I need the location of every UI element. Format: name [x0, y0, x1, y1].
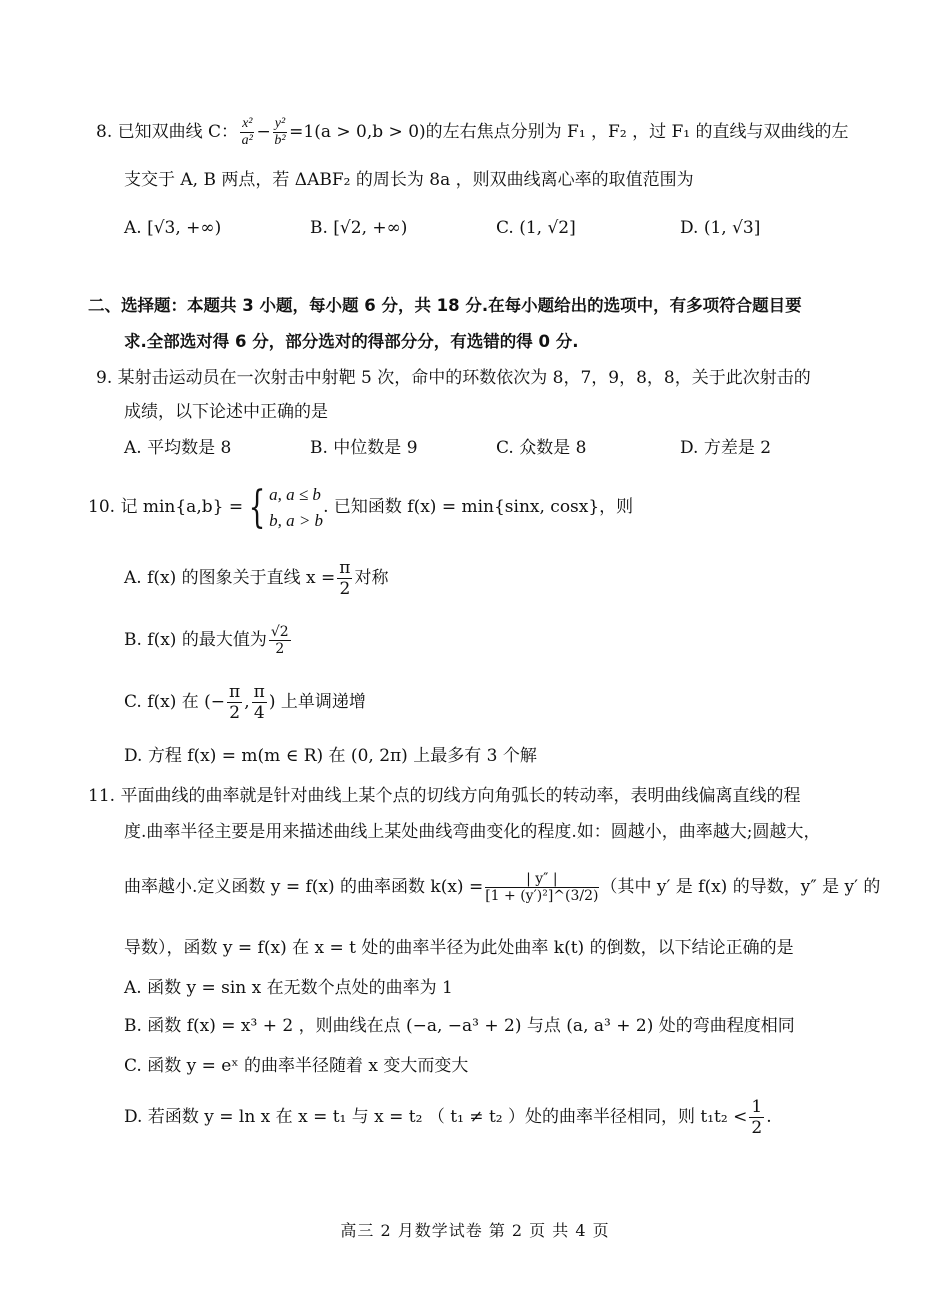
- q9-option-a: A. 平均数是 8: [124, 438, 232, 458]
- q11-option-d: [124, 1094, 772, 1140]
- q9-line1: [96, 366, 811, 390]
- section2-line1: 二、选择题：本题共 3 小题，每小题 6 分，共 18 分.在每小题给出的选项中，有多项符合题目要: [88, 296, 802, 315]
- q10-opt-c-frac1: [227, 682, 242, 723]
- q10-opt-c-num1: π: [229, 682, 241, 702]
- q9-number: 9.: [96, 368, 113, 388]
- q10-suffix: . 已知函数 f(x) = min{sinx, cosx}，则: [323, 497, 634, 517]
- q10-opt-c-num2: π: [253, 682, 265, 702]
- q11-curvature-den: [1 + (y′)²]^(3/2): [485, 888, 599, 904]
- q8-eq-rest: =1(a > 0,b > 0): [289, 122, 426, 142]
- q10-opt-c-post: ) 上单调递增: [268, 692, 366, 712]
- q10-cases: [269, 482, 323, 534]
- q11-text1: 平面曲线的曲率就是针对曲线上某个点的切线方向角弧长的转动率，表明曲线偏离直线的程: [120, 786, 801, 806]
- q10-opt-a-frac: [337, 558, 352, 599]
- q9-option-b: B. 中位数是 9: [310, 438, 418, 458]
- q8-line1-suffix: 的左右焦点分别为 F₁ ，F₂ ，过 F₁ 的直线与双曲线的左: [425, 122, 849, 142]
- q11-opt-d-post: .: [766, 1107, 772, 1127]
- q11-opt-d-pre: D. 若函数 y = ln x 在 x = t₁ 与 x = t₂ （ t₁ ≠ t₂ ）处的曲率半径相同，则 t₁t₂ <: [124, 1107, 748, 1127]
- q11-curvature-frac: [485, 871, 598, 904]
- q10-opt-c-mid: ,: [244, 692, 250, 712]
- q11-opt-d-frac: [749, 1097, 764, 1138]
- q10-opt-b-den: 2: [275, 641, 285, 657]
- q8-option-d: D. (1, √3]: [680, 218, 761, 238]
- q11-line4: 导数），函数 y = f(x) 在 x = t 处的曲率半径为此处曲率 k(t) 的倒数，以下结论正确的是: [124, 938, 794, 958]
- q11-opt-d-den: 2: [751, 1118, 763, 1138]
- q10-option-b: [124, 618, 293, 662]
- q8-frac-x: [240, 116, 254, 149]
- q11-line3-pre: 曲率越小.定义函数 y = f(x) 的曲率函数 k(x) =: [124, 877, 484, 897]
- q10-case1: a, a ≤ b: [269, 484, 321, 504]
- q9-option-d: D. 方差是 2: [680, 438, 772, 458]
- q8-frac-y: [273, 116, 287, 149]
- q10-opt-b-pre: B. f(x) 的最大值为: [124, 630, 267, 650]
- q10-opt-b-num: √2: [270, 624, 289, 640]
- q10-opt-b-frac: [269, 624, 291, 657]
- q8-option-b: B. [√2, +∞): [310, 218, 408, 238]
- q8-option-a: A. [√3, +∞): [124, 218, 222, 238]
- q10-option-c: [124, 680, 366, 724]
- q10-option-a: [124, 556, 388, 600]
- q9-text1: 某射击运动员在一次射击中射靶 5 次，命中的环数依次为 8，7，9，8，8，关于此次射击的: [117, 368, 811, 388]
- section2-line2: 求.全部选对得 6 分，部分选对的得部分分，有选错的得 0 分.: [124, 332, 579, 351]
- q10-opt-a-post: 对称: [354, 568, 389, 588]
- q8-prefix: 已知双曲线 C：: [117, 122, 239, 142]
- q8-line1: 8. 已知双曲线 C： $\frac{\text{x²}}{\text{a²}}$ − $\frac{\text{y²}}{\text{b²}}$ =1(a > 0,b > 0)的左右焦点分别为 F₁ ，F₂ ，过 F₁ 的直线与双曲线的左: [96, 116, 849, 148]
- q10-opt-a-den: 2: [339, 579, 351, 599]
- q8-frac-y-den: b²: [274, 133, 286, 148]
- q10-line1: [88, 480, 633, 534]
- q11-option-c: C. 函数 y = eˣ 的曲率半径随着 x 变大而变大: [124, 1056, 469, 1076]
- q11-curvature-num: | y″ |: [485, 871, 598, 888]
- q8-line2: 支交于 A, B 两点，若 ΔABF₂ 的周长为 8a ，则双曲线离心率的取值范围为: [124, 170, 694, 190]
- q8-option-c: C. (1, √2]: [496, 218, 576, 238]
- q10-number: 10.: [88, 497, 116, 517]
- q11-line2: 度.曲率半径主要是用来描述曲线上某处曲线弯曲变化的程度.如：圆越小，曲率越大;圆越大，: [124, 822, 821, 842]
- q8-number: 8.: [96, 122, 113, 142]
- q10-opt-a-num: π: [339, 558, 351, 578]
- q10-brace: {: [248, 481, 266, 533]
- q11-option-b: B. 函数 f(x) = x³ + 2 ，则曲线在点 (−a, −a³ + 2) 与点 (a, a³ + 2) 处的弯曲程度相同: [124, 1016, 795, 1036]
- q10-option-d: D. 方程 f(x) = m(m ∈ R) 在 (0, 2π) 上最多有 3 个解: [124, 746, 537, 766]
- q8-frac-x-den: a²: [241, 133, 253, 148]
- q11-line3: [124, 862, 880, 912]
- q10-opt-c-den1: 2: [229, 703, 241, 723]
- q9-option-c: C. 众数是 8: [496, 438, 587, 458]
- q11-line3-post: （其中 y′ 是 f(x) 的导数，y″ 是 y′ 的: [600, 877, 881, 897]
- q8-frac-y-num: y²: [274, 116, 286, 131]
- q11-option-a: A. 函数 y = sin x 在无数个点处的曲率为 1: [124, 978, 453, 998]
- q10-opt-c-pre: C. f(x) 在 (−: [124, 692, 226, 712]
- q10-opt-a-pre: A. f(x) 的图象关于直线 x =: [124, 568, 336, 588]
- q10-case2: b, a > b: [269, 510, 324, 530]
- q10-opt-c-frac2: [252, 682, 267, 723]
- q11-number: 11.: [88, 786, 116, 806]
- q8-frac-x-num: x²: [242, 116, 253, 131]
- q10-opt-c-den2: 4: [253, 703, 265, 723]
- page-footer: 高三 2 月数学试卷 第 2 页 共 4 页: [340, 1221, 610, 1240]
- q10-prefix: 记 min{a,b} =: [120, 497, 244, 517]
- q11-opt-d-num: 1: [751, 1097, 763, 1117]
- q9-line2: 成绩，以下论述中正确的是: [124, 402, 328, 422]
- q11-line1: [88, 784, 800, 808]
